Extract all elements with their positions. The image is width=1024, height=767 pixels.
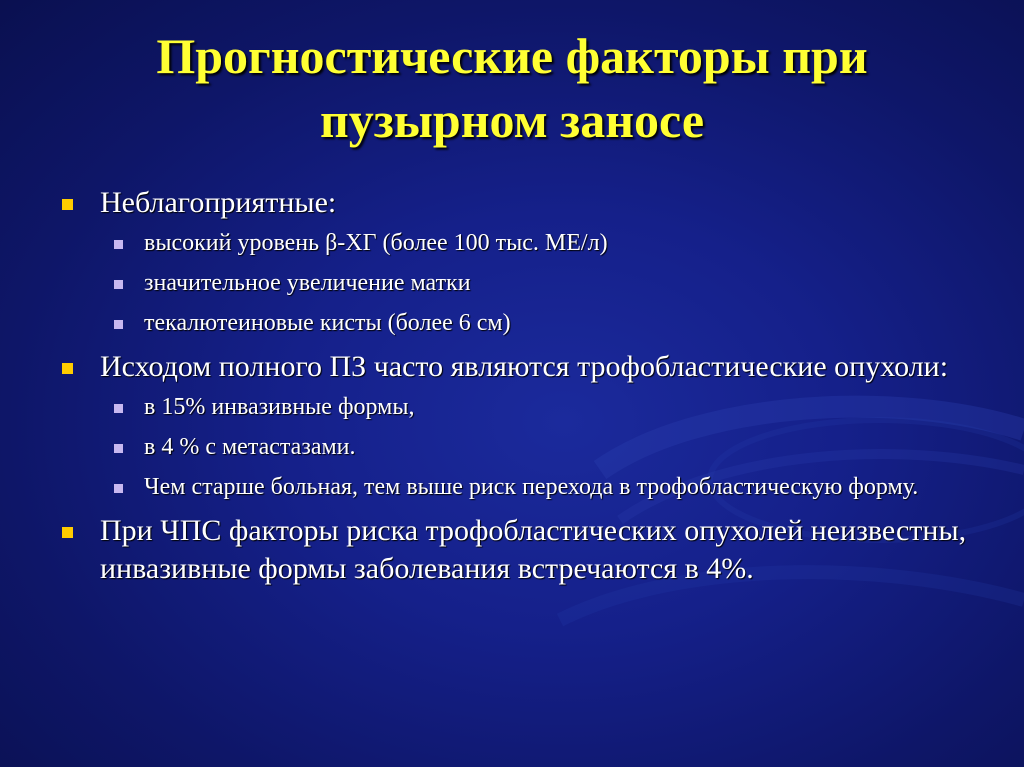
sub-bullet-item [60, 432, 980, 463]
small-square-bullet-icon [114, 280, 123, 289]
sub-bullet-item [60, 268, 980, 299]
sub-bullet-text: в 4 % с метастазами. [144, 434, 356, 460]
small-square-bullet-icon [114, 484, 123, 493]
bullet-text: Неблагоприятные: [100, 186, 337, 219]
slide-title-line-2: пузырном заносе [319, 92, 705, 148]
small-square-bullet-icon [114, 320, 123, 329]
bullet-item-pps [60, 512, 980, 588]
small-square-bullet-icon [114, 404, 123, 413]
square-bullet-icon [62, 199, 73, 210]
bullet-text: При ЧПС факторы риска трофобластических опухолей неизвестны, инвазивные формы заболевания встречаются в 4%. [100, 514, 967, 585]
bullet-text: Исходом полного ПЗ часто являются трофобластические опухоли: [100, 350, 949, 383]
sub-bullet-text: текалютеиновые кисты (более 6 см) [144, 310, 511, 336]
small-square-bullet-icon [114, 240, 123, 249]
square-bullet-icon [62, 527, 73, 538]
sub-bullet-item [60, 472, 980, 503]
small-square-bullet-icon [114, 444, 123, 453]
square-bullet-icon [62, 363, 73, 374]
bullet-item-unfavorable [60, 184, 980, 222]
sub-bullet-item [60, 308, 980, 339]
sub-bullet-text: Чем старше больная, тем выше риск перехода в трофобластическую форму. [144, 474, 919, 500]
sub-bullet-text: высокий уровень β-ХГ (более 100 тыс. МЕ/л) [144, 230, 608, 256]
sub-bullet-text: значительное увеличение матки [144, 270, 471, 296]
bullet-item-outcome [60, 348, 980, 386]
sub-bullet-item [60, 392, 980, 423]
sub-bullet-text: в 15% инвазивные формы, [144, 394, 415, 420]
sub-bullet-item [60, 228, 980, 259]
slide-title-line-1: Прогностические факторы при [156, 28, 868, 84]
bullet-list [60, 184, 980, 594]
slide-title [0, 24, 1024, 152]
